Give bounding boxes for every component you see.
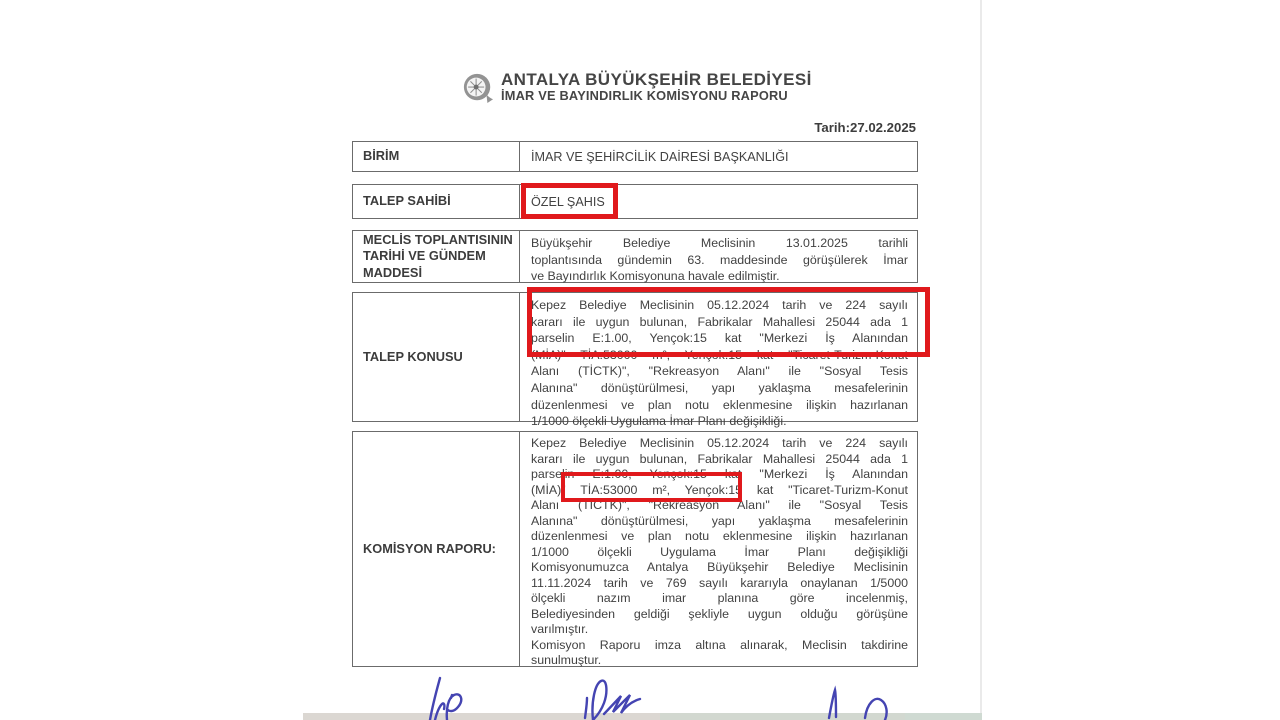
text-line: kararı ile uygun bulunan, Fabrikalar Mahallesi 25044 ada 1 [531, 451, 908, 466]
text-line: varılmıştır. [531, 622, 589, 636]
text-line: 1/1000 ölçekli Uygulama İmar Planı değişikliği. [531, 414, 787, 429]
meclis-value [520, 231, 917, 282]
text-line: parselin E:1.00, Yençok:15 kat "Merkezi İş Alanından [531, 467, 908, 481]
signature-2 [578, 676, 653, 720]
text-line: Kepez Belediye Meclisinin 05.12.2024 tarih ve 224 sayılı [531, 436, 908, 450]
text-line: Belediyesinden geldiği şekliyle uygun olduğu görüşüne [531, 606, 908, 621]
text-line: TARİHİ VE GÜNDEM [363, 248, 486, 264]
text-line: 11.11.2024 tarih ve 769 sayılı kararıyla onaylanan 1/5000 [531, 575, 908, 590]
text-line: (MİA)" TİA:53000 m², Yençok:15 kat "Ticaret-Turizm-Konut [531, 482, 908, 497]
table-row-talep-sahibi [352, 184, 918, 219]
municipality-logo-icon [462, 72, 494, 104]
table-row-birim [352, 141, 918, 172]
signature-1 [424, 671, 476, 720]
table-row-komisyon-raporu [352, 431, 918, 667]
talep-sahibi-value: ÖZEL ŞAHIS [531, 194, 605, 209]
text-line: Alanı (TİCTK)", "Rekreasyon Alanı" ile "Sosyal Tesis [531, 498, 908, 512]
text-line: 1/1000 ölçekli Uygulama İmar Planı değişikliği [531, 544, 908, 559]
text-line: Alanına" dönüştürülmesi, yapı yaklaşma mesafelerinin [531, 513, 908, 528]
text-line: (MİA)" TİA:53000 m², Yençok:15 kat "Ticaret-Turizm-Konut [531, 347, 908, 362]
text-line: Kepez Belediye Meclisinin 05.12.2024 tarih ve 224 sayılı [531, 298, 908, 312]
text-line: ve Bayındırlık Komisyonuna havale edilmiştir. [531, 269, 780, 284]
text-line: kararı ile uygun bulunan, Fabrikalar Mahallesi 25044 ada 1 [531, 314, 908, 329]
highlight-box-talep-sahibi [521, 183, 618, 219]
talep-konusu-label: TALEP KONUSU [353, 293, 520, 421]
text-line: Alanına" dönüştürülmesi, yapı yaklaşma mesafelerinin [531, 380, 908, 395]
meclis-label [353, 231, 520, 282]
highlight-box-talep-konusu [527, 287, 930, 357]
text-line: ölçekli nazım imar planına göre incelenmiş, [531, 591, 908, 605]
text-line: toplantısında gündemin 63. maddesinde görüşülerek İmar [531, 252, 908, 267]
text-line: Büyükşehir Belediye Meclisinin 13.01.2025 tarihli [531, 236, 908, 250]
report-subtitle: İMAR VE BAYINDIRLIK KOMİSYONU RAPORU [501, 88, 788, 103]
scan-page-right-edge [980, 0, 982, 720]
report-date: Tarih:27.02.2025 [814, 120, 916, 135]
birim-label: BİRİM [353, 142, 520, 171]
highlight-box-tia-yencok [561, 472, 742, 502]
scan-bottom-edge [905, 713, 982, 720]
report-header [501, 70, 812, 103]
text-line: MECLİS TOPLANTISININ [363, 231, 513, 247]
signature-3 [820, 684, 895, 720]
text-line: Komisyonumuzca Antalya Büyükşehir Belediye Meclisinin [531, 560, 908, 574]
komisyon-raporu-value [520, 432, 917, 666]
text-line: parselin E:1.00, Yençok:15 kat "Merkezi İş Alanından [531, 331, 908, 346]
report-title: ANTALYA BÜYÜKŞEHİR BELEDİYESİ [501, 70, 812, 89]
komisyon-raporu-label: KOMİSYON RAPORU: [353, 432, 520, 666]
text-line: sunulmuştur. [531, 653, 602, 667]
text-line: MADDESİ [363, 264, 423, 280]
birim-value: İMAR VE ŞEHİRCİLİK DAİRESİ BAŞKANLIĞI [531, 149, 789, 164]
talep-sahibi-label: TALEP SAHİBİ [353, 185, 520, 218]
text-line: düzenlenmesi ve plan notu eklenmesine ilişkin hazırlanan [531, 397, 908, 412]
text-line: Komisyon Raporu imza altına alınarak, Meclisin takdirine [531, 637, 908, 652]
text-line: Alanı (TİCTK)", "Rekreasyon Alanı" ile "Sosyal Tesis [531, 364, 908, 379]
text-line: düzenlenmesi ve plan notu eklenmesine ilişkin hazırlanan [531, 529, 908, 543]
table-row-meclis [352, 230, 918, 283]
